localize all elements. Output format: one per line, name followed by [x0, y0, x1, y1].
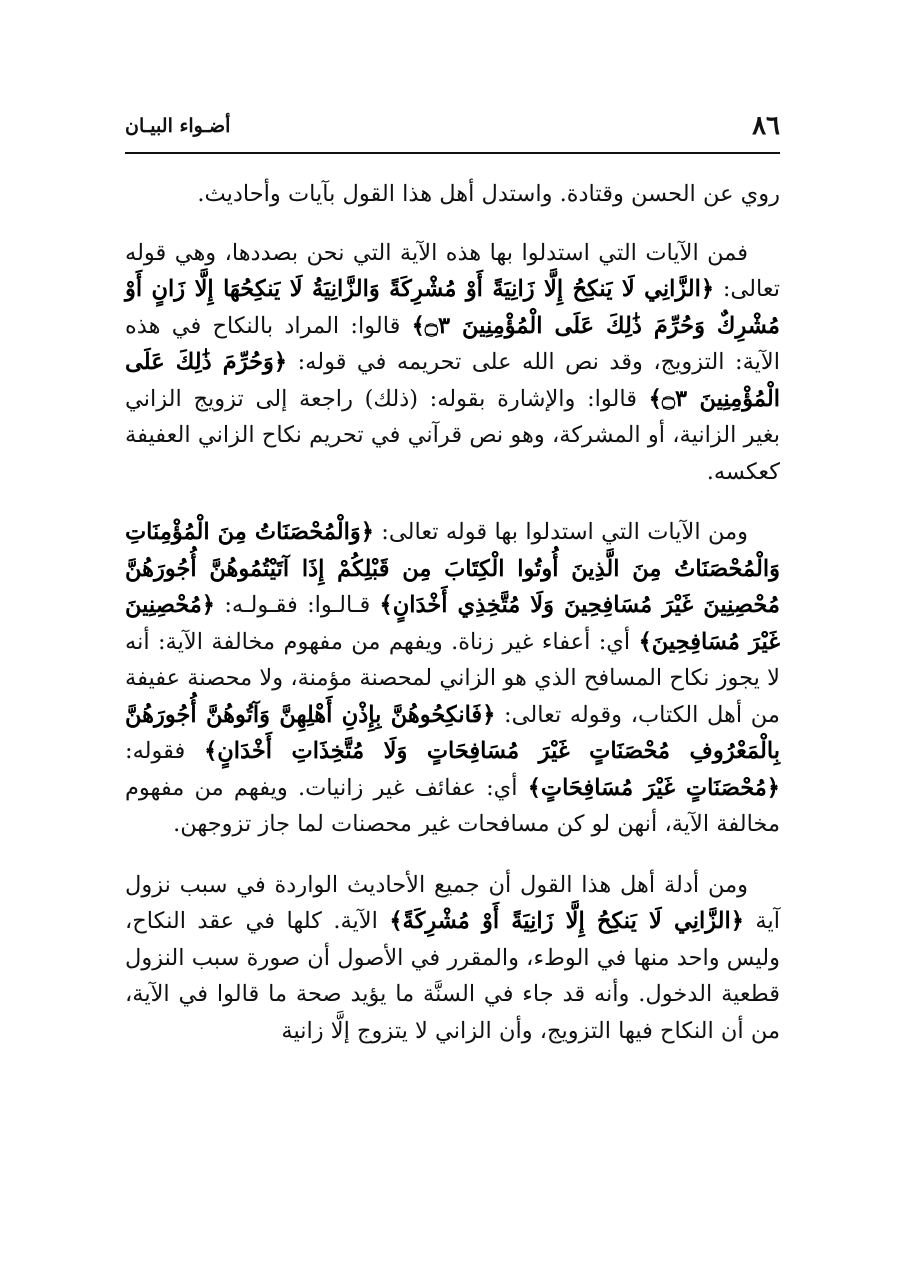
book-page	[125, 108, 780, 1073]
paragraph-text: روي عن الحسن وقتادة. واستدل أهل هذا القول بآيات وأحاديث.	[197, 181, 780, 207]
paragraph-4	[125, 867, 780, 1050]
paragraph-text: فمن الآيات التي استدلوا بها هذه الآية التي نحن بصددها، وهي قوله تعالى:	[125, 239, 780, 302]
paragraph-text: قالوا: والإشارة بقوله: (ذلك) راجعة إلى تزويج الزاني بغير الزانية، أو المشركة، وهو نص قرآني في تحريم نكاح الزاني العفيفة كعكسه.	[125, 385, 780, 485]
page-body	[125, 176, 780, 1049]
paragraph-text: ومن أدلة أهل هذا القول أن جميع الأحاديث الواردة في سبب نزول آية	[125, 871, 780, 934]
quran-verse: ﴿وَالْمُحْصَنَاتُ مِنَ الْمُؤْمِنَاتِ وَالْمُحْصَنَاتُ مِنَ الَّذِينَ أُوتُوا الْكِتَابَ مِن قَبْلِكُمْ إِذَا آتَيْتُمُوهُنَّ أُجُورَهُنَّ مُحْصِنِينَ غَيْرَ مُسَافِحِينَ وَلَا مُتَّخِذِي أَخْدَانٍ﴾	[125, 519, 780, 618]
paragraph-text: قـالـوا: فقـولـه:	[214, 592, 380, 618]
paragraph-2	[125, 235, 780, 491]
quran-verse: ﴿الزَّانِي لَا يَنكِحُ إِلَّا زَانِيَةً أَوْ مُشْرِكَةً﴾	[389, 908, 744, 934]
paragraph-text: أي: أعفاء غير زناة. ويفهم من مفهوم مخالفة الآية: أنه لا يجوز نكاح المسافح الذي هو الزاني لمحصنة مؤمنة، ولا محصنة عفيفة من أهل الكتاب، وقوله تعالى:	[125, 628, 780, 728]
running-title: أضـواء البيـان	[125, 115, 231, 137]
quran-verse: ﴿مُحْصِنِينَ غَيْرَ مُسَافِحِينَ﴾	[125, 592, 780, 655]
page-header	[125, 108, 780, 144]
paragraph-1	[125, 176, 780, 213]
quran-verse: ﴿مُحْصَنَاتٍ غَيْرَ مُسَافِحَاتٍ﴾	[527, 774, 780, 801]
paragraph-text: الآية. كلها في عقد النكاح، وليس واحد منها في الوطء، والمقرر في الأصول أن صورة سبب النزول قطعية الدخول. وأنه قد جاء في السنَّة ما يؤيد صحة ما قالوا في الآية، من أن النكاح فيها التزويج، وأن الزاني لا يتزوج إلَّا زانية	[125, 908, 780, 1044]
quran-verse: ﴿وَحُرِّمَ ذَٰلِكَ عَلَى الْمُؤْمِنِينَ ۝٣﴾	[125, 349, 780, 412]
paragraph-3	[125, 514, 780, 843]
paragraph-text: فقوله:	[125, 738, 205, 764]
paragraph-text: أي: عفائف غير زانيات. ويفهم من مفهوم مخالفة الآية، أنهن لو كن مسافحات غير محصنات لما جاز تزوجهن.	[125, 774, 780, 837]
paragraph-text: قالوا: المراد بالنكاح في هذه الآية: التزويج، وقد نص الله على تحريمه في قوله:	[125, 312, 781, 375]
paragraph-text: ومن الآيات التي استدلوا بها قوله تعالى:	[373, 519, 748, 545]
page-number: ٨٦	[752, 111, 780, 141]
header-rule	[125, 152, 780, 154]
quran-verse: ﴿فَانكِحُوهُنَّ بِإِذْنِ أَهْلِهِنَّ وَآتُوهُنَّ أُجُورَهُنَّ بِالْمَعْرُوفِ مُحْصَنَاتٍ غَيْرَ مُسَافِحَاتٍ وَلَا مُتَّخِذَاتِ أَخْدَانٍ﴾	[125, 701, 780, 764]
quran-verse: ﴿الزَّانِي لَا يَنكِحُ إِلَّا زَانِيَةً أَوْ مُشْرِكَةً وَالزَّانِيَةُ لَا يَنكِحُهَا إِلَّا زَانٍ أَوْ مُشْرِكٌ وَحُرِّمَ ذَٰلِكَ عَلَى الْمُؤْمِنِينَ ۝٣﴾	[125, 276, 780, 339]
